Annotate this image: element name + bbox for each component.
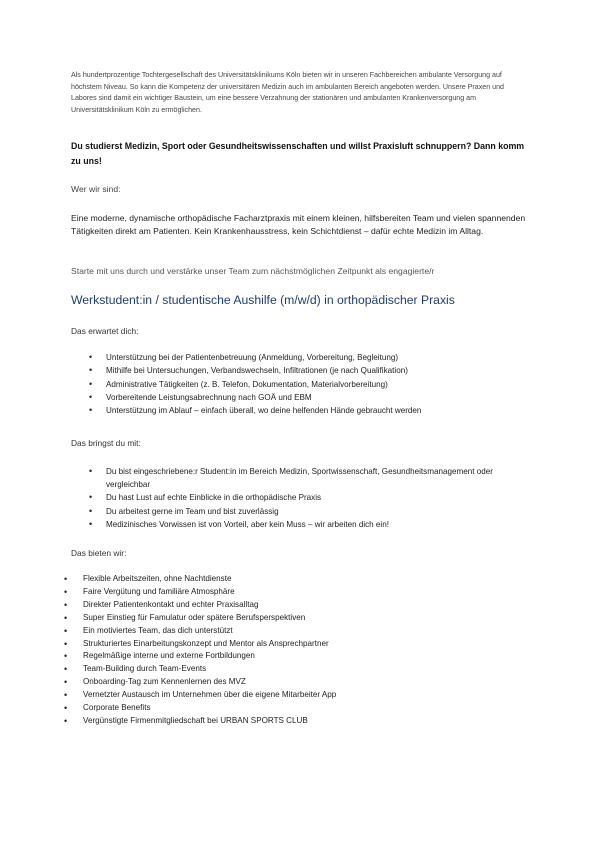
list-item	[89, 491, 529, 504]
list-item	[89, 404, 529, 417]
bullet-icon: •	[89, 378, 93, 389]
list-item	[89, 351, 529, 364]
intro-paragraph: Als hundertprozentige Tochtergesellschaft des Universitätsklinikums Köln bieten wir in unseren Fachbereichen ambulante Versorgung auf höchstem Niveau. So kann die Kompetenz der universitären Medizin auch im ambulanten Bereich angeboten werden. Unsere Praxen und Labores sind damit ein wichtiger Baustein, um eine bessere Verzahnung der stationären und ambulanten Krankenversorgung am Universitätsklinikum Köln zu ermöglichen.	[71, 71, 504, 114]
benefits-list	[64, 573, 524, 728]
list-item	[64, 689, 524, 702]
list-item-text: Administrative Tätigkeiten (z. B. Telefon, Dokumentation, Materialvorbereitung)	[106, 379, 388, 389]
bullet-icon: •	[64, 690, 68, 701]
list-item-text: Mithilfe bei Untersuchungen, Verbandswechseln, Infiltrationen (je nach Qualifikation)	[106, 366, 408, 376]
requirements-list	[89, 465, 529, 531]
section-heading-expectations: Das erwartet dich:	[71, 326, 139, 336]
bullet-icon: •	[64, 574, 68, 584]
bullet-icon: •	[89, 365, 93, 376]
bullet-icon: •	[64, 703, 68, 714]
expectations-list	[89, 351, 529, 417]
bullet-icon: •	[64, 638, 68, 649]
list-item	[89, 378, 529, 391]
list-item	[64, 676, 524, 689]
list-item-text: Team-Building durch Team-Events	[83, 664, 207, 674]
headline: Du studierst Medizin, Sport oder Gesundheitswissenschaften und willst Praxisluft schnuppern? Dann komm zu uns!	[71, 141, 525, 166]
list-item	[64, 625, 524, 638]
list-item	[64, 612, 524, 625]
list-item	[64, 599, 524, 612]
about-description: Eine moderne, dynamische orthopädische Facharztpraxis mit einem kleinen, hilfsbereiten Team und vielen spannenden Tätigkeiten direkt am Patienten. Kein Krankenhausstress, kein Schichtdienst – dafür echte Medizin im Alltag.	[71, 213, 526, 236]
list-item	[89, 364, 529, 377]
list-item	[64, 573, 524, 586]
list-item-text: Flexible Arbeitszeiten, ohne Nachtdienste	[83, 574, 232, 583]
bullet-icon: •	[64, 664, 68, 675]
list-item	[64, 586, 524, 599]
list-item	[64, 715, 524, 728]
list-item-text: Corporate Benefits	[83, 703, 151, 713]
list-item-text: Du bist eingeschriebene:r Student:in im Bereich Medizin, Sportwissenschaft, Gesundheitsmanagement oder vergleichbar	[106, 467, 493, 490]
list-item	[64, 702, 524, 715]
list-item-text: Onboarding-Tag zum Kennenlernen des MVZ	[83, 677, 246, 687]
bullet-icon: •	[89, 466, 93, 476]
bullet-icon: •	[89, 405, 93, 416]
list-item	[89, 391, 529, 404]
section-heading-benefits: Das bieten wir:	[71, 548, 127, 558]
section-heading-requirements: Das bringst du mit:	[71, 438, 141, 448]
list-item-text: Direkter Patientenkontakt und echter Praxisalltag	[83, 599, 259, 609]
bullet-icon: •	[64, 715, 68, 726]
bullet-icon: •	[64, 586, 68, 597]
list-item-text: Regelmäßige interne und externe Fortbildungen	[83, 651, 255, 661]
bullet-icon: •	[64, 612, 68, 623]
list-item-text: Unterstützung im Ablauf – einfach überall, wo deine helfenden Hände gebraucht werden	[106, 406, 422, 416]
list-item	[64, 638, 524, 651]
list-item-text: Medizinisches Vorwissen ist von Vorteil, aber kein Muss – wir arbeiten dich ein!	[106, 519, 389, 529]
list-item-text: Unterstützung bei der Patientenbetreuung (Anmeldung, Vorbereitung, Begleitung)	[106, 353, 399, 362]
bullet-icon: •	[64, 651, 68, 662]
list-item-text: Ein motiviertes Team, das dich unterstützt	[83, 625, 233, 635]
list-item-text: Vergünstigte Firmenmitgliedschaft bei URBAN SPORTS CLUB	[83, 715, 308, 725]
list-item	[64, 650, 524, 663]
list-item-text: Super Einstieg für Famulatur oder spätere Berufsperspektiven	[83, 612, 306, 622]
list-item-text: Vorbereitende Leistungsabrechnung nach GOÄ und EBM	[106, 392, 312, 402]
list-item-text: Strukturiertes Einarbeitungskonzept und Mentor als Ansprechpartner	[83, 638, 329, 648]
bullet-icon: •	[89, 352, 93, 362]
bullet-icon: •	[64, 625, 68, 636]
list-item-text: Vernetzter Austausch im Unternehmen über die eigene Mitarbeiter App	[83, 690, 337, 700]
bullet-icon: •	[89, 391, 93, 402]
list-item	[89, 505, 529, 518]
list-item	[64, 663, 524, 676]
bullet-icon: •	[64, 599, 68, 610]
bullet-icon: •	[89, 518, 93, 529]
list-item	[89, 518, 529, 531]
list-item-text: Faire Vergütung und familiäre Atmosphäre	[83, 586, 235, 596]
list-item	[89, 465, 529, 491]
job-title: Werkstudent:in / studentische Aushilfe (m/w/d) in orthopädischer Praxis	[71, 293, 455, 307]
list-item-text: Du arbeitest gerne im Team und bist zuverlässig	[106, 506, 279, 516]
bullet-icon: •	[89, 492, 93, 503]
about-heading: Wer wir sind:	[71, 184, 121, 194]
start-text: Starte mit uns durch und verstärke unser Team zum nächstmöglichen Zeitpunkt als engagierte/r	[71, 266, 435, 276]
bullet-icon: •	[64, 677, 68, 688]
list-item-text: Du hast Lust auf echte Einblicke in die orthopädische Praxis	[106, 493, 322, 503]
bullet-icon: •	[89, 505, 93, 516]
